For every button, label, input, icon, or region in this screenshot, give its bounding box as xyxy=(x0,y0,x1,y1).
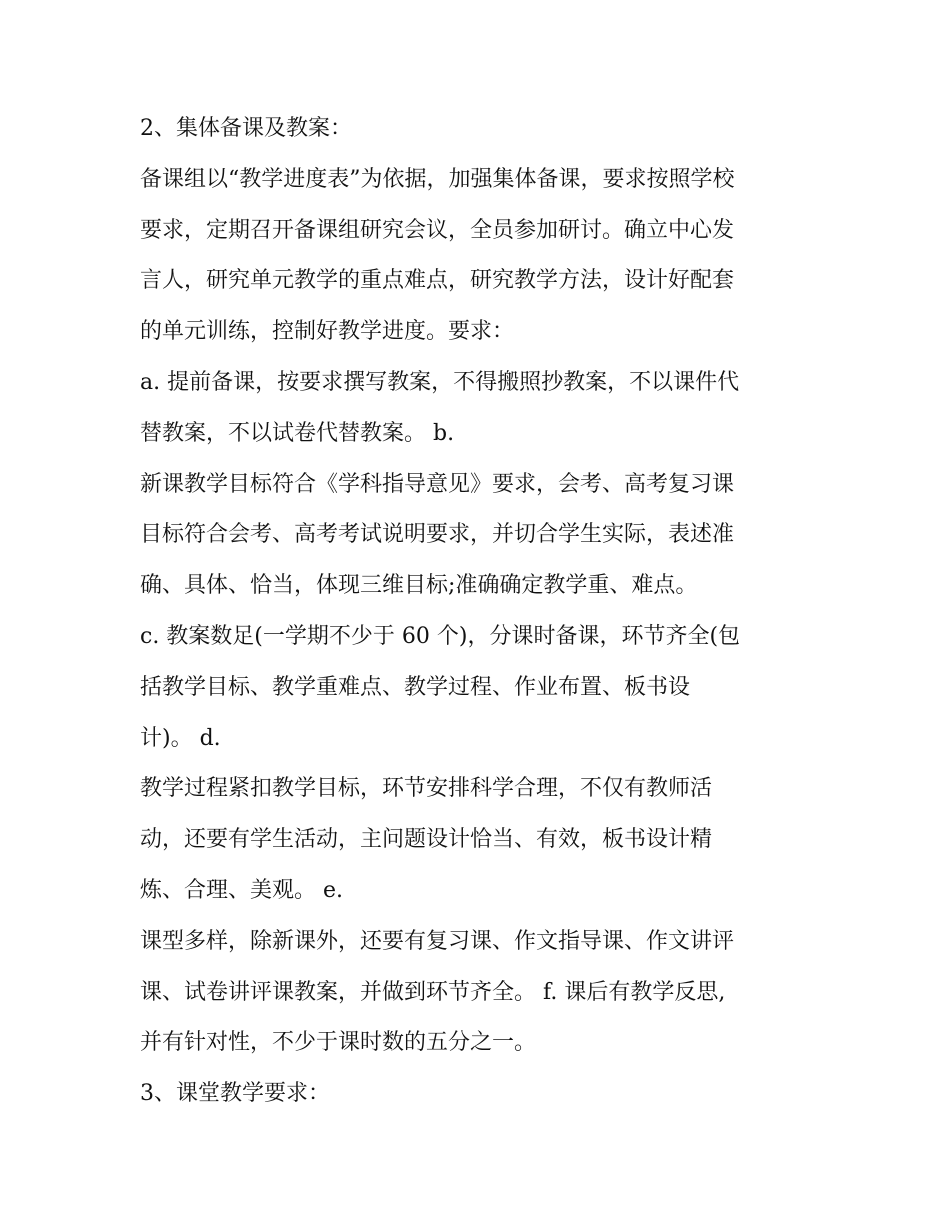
text-line: a. 提前备课，按要求撰写教案，不得搬照抄教案，不以课件代 xyxy=(140,369,740,395)
text-line: 的单元训练，控制好教学进度。要求： xyxy=(140,319,515,345)
text-line: 目标符合会考、高考考试说明要求，并切合学生实际，表述准 xyxy=(140,522,735,548)
text-line: 动，还要有学生活动，主问题设计恰当、有效，板书设计精 xyxy=(140,827,713,853)
text-line: 课型多样，除新课外，还要有复习课、作文指导课、作文讲评 xyxy=(140,928,735,954)
text-line: 并有针对性，不少于课时数的五分之一。 xyxy=(140,1030,537,1056)
text-line: 炼、合理、美观。 e. xyxy=(140,877,344,903)
text-line: 言人，研究单元教学的重点难点，研究教学方法，设计好配套 xyxy=(140,268,735,294)
text-line: 计)。 d. xyxy=(140,725,221,751)
text-line: 要求，定期召开备课组研究会议，全员参加研讨。确立中心发 xyxy=(140,217,735,243)
text-line: c. 教案数足(一学期不少于 60 个)，分课时备课，环节齐全(包 xyxy=(140,623,741,649)
text-line: 教学过程紧扣教学目标，环节安排科学合理，不仅有教师活 xyxy=(140,776,713,802)
section-heading-3: 3、课堂教学要求： xyxy=(140,1081,330,1107)
text-line: 替教案，不以试卷代替教案。 b. xyxy=(140,420,455,446)
text-line: 课、试卷讲评课教案，并做到环节齐全。 f. 课后有教学反思, xyxy=(140,979,726,1005)
text-line: 括教学目标、教学重难点、教学过程、作业布置、板书设 xyxy=(140,674,691,700)
document-body xyxy=(140,104,820,1120)
section-heading-2: 2、集体备课及教案： xyxy=(140,116,352,141)
text-line: 确、具体、恰当，体现三维目标;准确确定教学重、难点。 xyxy=(140,573,698,599)
text-line: 备课组以“教学进度表”为依据，加强集体备课，要求按照学校 xyxy=(140,166,735,192)
text-line: 新课教学目标符合《学科指导意见》要求，会考、高考复习课 xyxy=(140,471,735,497)
